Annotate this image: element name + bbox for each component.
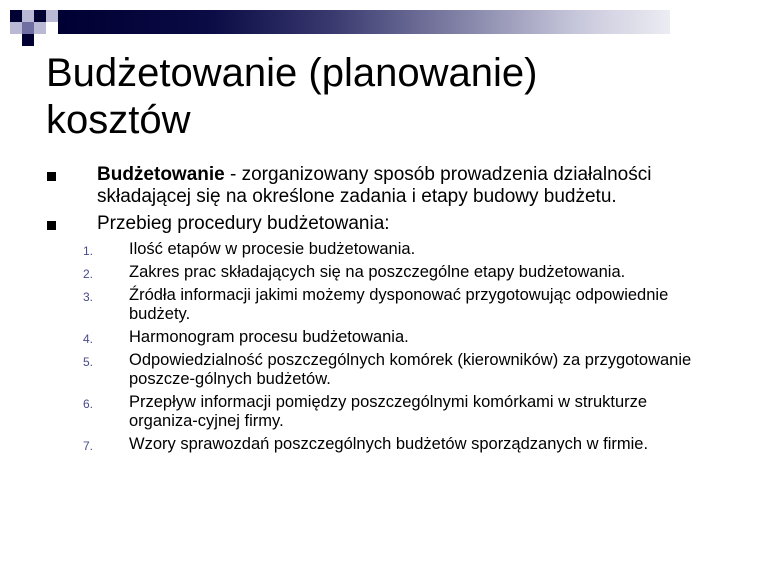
title-line-2: kosztów [46, 98, 191, 142]
list-item [0, 351, 760, 389]
list-number: 6. [83, 397, 94, 411]
list-item-text: Wzory sprawozdań poszczególnych budżetów sporządzanych w firmie. [129, 435, 649, 453]
list-item-text: Odpowiedzialność poszczególnych komórek (kierowników) za przygotowanie poszcze-gólnych budżetów. [129, 351, 692, 388]
bullet-text: - zorganizowany sposób prowadzenia działalności składającej się na określone zadania i etapy budowy budżetu. [97, 164, 652, 207]
bullet-bold-term: Budżetowanie [97, 164, 225, 185]
decor-square [34, 22, 46, 34]
list-item [0, 263, 760, 282]
list-item-text: Przepływ informacji pomiędzy poszczególnymi komórkami w strukturze organiza-cyjnej firmy. [129, 393, 648, 430]
square-bullet-icon [47, 221, 56, 230]
decor-square [22, 22, 34, 34]
list-item [0, 240, 760, 259]
list-item-text: Ilość etapów w procesie budżetowania. [129, 240, 416, 258]
list-number: 7. [83, 439, 94, 453]
decor-square [22, 10, 34, 22]
list-number: 4. [83, 332, 94, 346]
list-number: 5. [83, 355, 94, 369]
slide-title [46, 50, 726, 144]
decor-square [10, 22, 22, 34]
bullet-text: Przebieg procedury budżetowania: [97, 213, 390, 234]
list-item-text: Źródła informacji jakimi możemy dysponować przygotowując odpowiednie budżety. [129, 286, 669, 323]
list-item [0, 286, 760, 324]
gradient-bar [58, 10, 670, 34]
slide-content [0, 164, 760, 458]
bullet-item [0, 213, 760, 235]
list-item-text: Harmonogram procesu budżetowania. [129, 328, 409, 346]
decor-square [34, 10, 46, 22]
numbered-list [0, 240, 760, 454]
bullet-item [0, 164, 760, 208]
list-number: 3. [83, 290, 94, 304]
square-bullet-icon [47, 172, 56, 181]
list-item [0, 393, 760, 431]
decor-square [22, 34, 34, 46]
list-item-text: Zakres prac składających się na poszczególne etapy budżetowania. [129, 263, 626, 281]
decor-square [10, 10, 22, 22]
decor-square [46, 10, 58, 22]
list-number: 1. [83, 244, 94, 258]
list-number: 2. [83, 267, 94, 281]
list-item [0, 328, 760, 347]
title-line-1: Budżetowanie (planowanie) [46, 51, 538, 95]
header-decoration [0, 0, 760, 46]
list-item [0, 435, 760, 454]
